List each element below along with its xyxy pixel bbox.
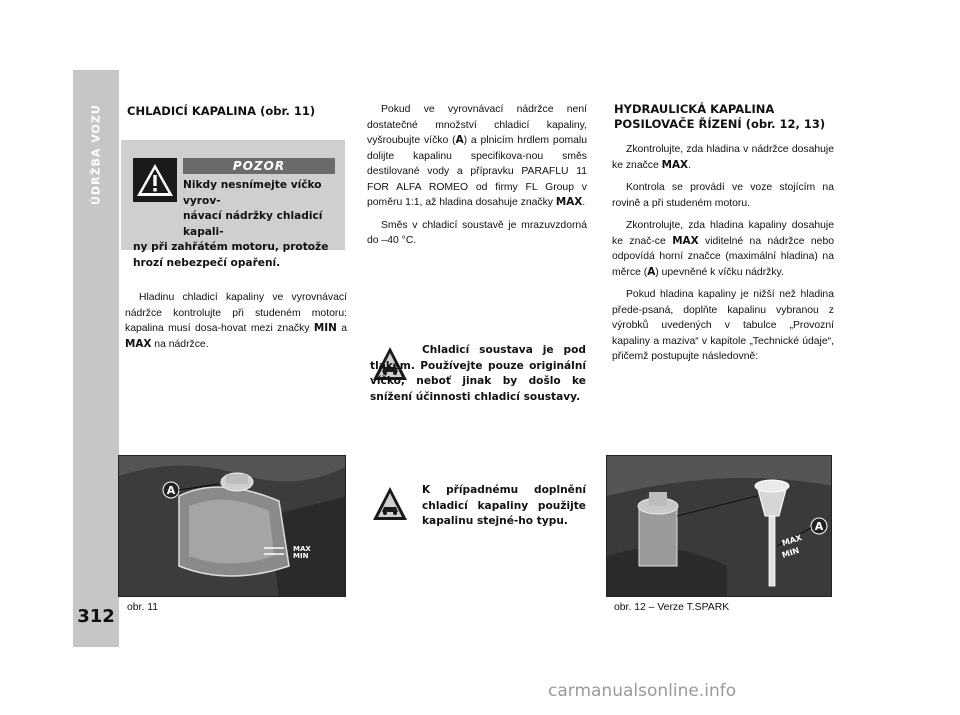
col3-p3-end: ) upevněné k víčku nádržky. <box>655 266 784 278</box>
figure-12-image <box>606 455 832 597</box>
column-3 <box>612 142 834 372</box>
fig11-label-a: A <box>166 484 176 497</box>
max-mark: MAX <box>125 337 152 350</box>
col2-p1-end: . <box>582 197 586 208</box>
fig12-min-label: MIN <box>780 545 801 560</box>
col3-p4: Pokud hladina kapaliny je nižší než hladina přede-psaná, doplňte kapalinu vybranou z výrobků uvedených v tabulce „Provozní kapaliny a maziva“ v kapitole „Technické údaje“, přičemž postupujte následovně: <box>612 289 834 362</box>
col3-p2: Kontrola se provádí ve voze stojícím na rovině a při studeném motoru. <box>612 182 834 209</box>
hydraulic-heading-ref: (obr. 12, 13) <box>745 117 826 131</box>
coolant-text: Hladinu chladicí kapaliny ve vyrovnávací nádržce kontrolujte při studeném motoru: kapalina musí dosa-hovat mezi značky <box>125 292 347 334</box>
col3-p3-text: Zkontrolujte, zda hladina kapaliny dosahuje ke znač-ce <box>612 220 834 247</box>
col3-max-mark-1: MAX <box>661 158 689 171</box>
refill-note: K případnému doplnění chladicí kapaliny použijte kapalinu stejné-ho typu. <box>422 484 586 527</box>
fig11-min-label: MIN <box>293 552 309 560</box>
fig11-max-label: MAX <box>293 545 311 553</box>
watermark: carmanualsonline.info <box>548 681 737 701</box>
car-warning-icon-2 <box>370 484 410 524</box>
warning-banner: POZOR <box>183 158 335 174</box>
coolant-text-end: na nádržce. <box>151 338 209 350</box>
pressure-note: Chladicí soustava je pod tlakem. Používejte pouze originální víčko, neboť jinak by došlo ke snížení účinnosti chladicí soustavy. <box>370 344 586 403</box>
col2-max-mark: MAX <box>555 196 583 208</box>
figure-12-caption: obr. 12 – Verze T.SPARK <box>614 602 730 613</box>
col3-max-mark-2: MAX <box>672 234 699 247</box>
min-mark: MIN <box>313 322 337 334</box>
warning-line-1: Nikdy nesnímejte víčko vyrov- <box>183 179 322 207</box>
hydraulic-heading-line2: POSILOVAČE ŘÍZENÍ <box>614 117 742 131</box>
col3-p1-text: Zkontrolujte, zda hladina v nádržce dosahuje ke značce <box>612 144 834 171</box>
coolant-heading-title: CHLADICÍ KAPALINA <box>127 104 257 118</box>
column-2 <box>367 102 587 256</box>
warning-line-2: návací nádržky chladicí kapali- <box>183 210 323 238</box>
figure-11-caption: obr. 11 <box>127 602 159 613</box>
coolant-heading <box>127 104 347 119</box>
col2-p1-mid: ) a plnicím hrdlem pomalu dolijte kapalinu specifikova-nou směs destilované vody a přípravku PARAFLU 11 FOR ALFA ROMEO od firmy FL Group v poměru 1:1, až hladina dosahuje značky <box>367 135 588 208</box>
page-number: 312 <box>77 606 115 627</box>
col3-cap-a: A <box>647 265 656 278</box>
hydraulic-heading-line1: HYDRAULICKÁ KAPALINA <box>614 102 775 116</box>
col3-p3-mid: viditelné na nádržce nebo odpovídá horní značce (maximální hladina) na měrce ( <box>612 235 834 278</box>
coolant-paragraph <box>125 290 347 359</box>
coolant-heading-ref: (obr. 11) <box>260 104 316 118</box>
col2-p2: Směs v chladicí soustavě je mrazuvzdorná do –40 °C. <box>367 219 587 246</box>
col2-cap-a: A <box>455 134 464 146</box>
coolant-text-and: a <box>336 323 347 334</box>
figure-11-image <box>118 455 346 597</box>
hydraulic-heading <box>614 102 834 132</box>
warning-text <box>133 178 337 271</box>
fig12-max-label: MAX <box>780 533 803 548</box>
col2-p1-text: Pokud ve vyrovnávací nádržce není dostatečné množství chladicí kapaliny, vyšroubujte víčko ( <box>367 104 587 146</box>
fig12-label-a: A <box>814 520 824 533</box>
warning-line-rest: ny při zahřátém motoru, protože hrozí nebezpečí opaření. <box>133 241 329 269</box>
section-label: ÚDRŽBA VOZU <box>89 104 103 206</box>
col3-p1-end: . <box>688 159 691 171</box>
